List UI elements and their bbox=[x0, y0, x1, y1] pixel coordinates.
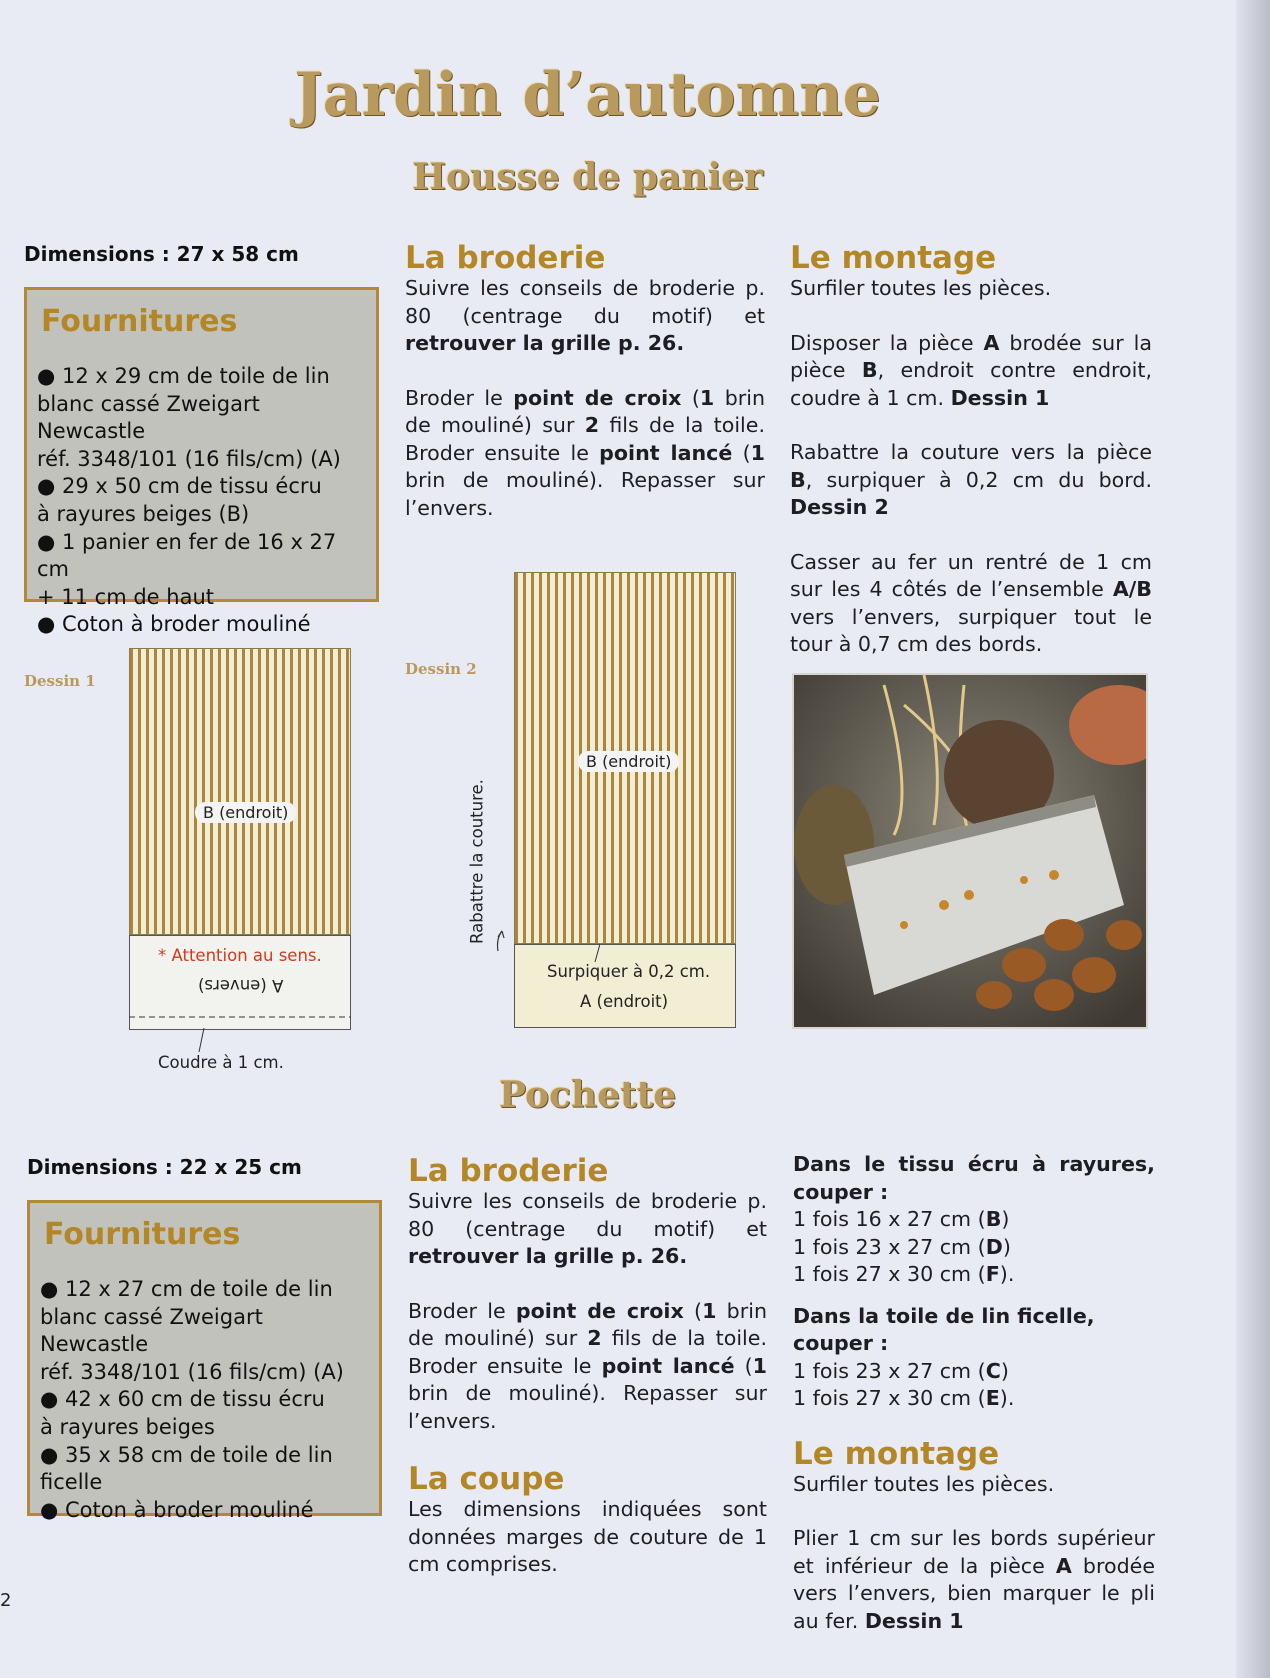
fourniture-line: ● 1 panier en fer de 16 x 27 cm bbox=[37, 529, 337, 582]
coupe-p1: Les dimensions indiquées sont données marges de couture de 1 cm comprises. bbox=[408, 1497, 767, 1576]
fourniture-line: blanc cassé Zweigart Newcastle bbox=[37, 391, 260, 444]
fourniture-line: ● 42 x 60 cm de tissu écru bbox=[40, 1387, 325, 1412]
decoupe-heading-1: Dans le tissu écru à rayures, couper : bbox=[793, 1152, 1155, 1204]
fourniture-line: blanc cassé Zweigart Newcastle bbox=[40, 1304, 263, 1357]
broderie-p2: Broder le point de croix (1 brin de mouliné) sur 2 fils de la toile. Broder ensuite le point lancé (1 brin de mouliné). Repasser sur l’envers. bbox=[405, 385, 766, 520]
fourniture-line: réf. 3348/101 (16 fils/cm) (A) bbox=[40, 1359, 344, 1384]
page-edge bbox=[1236, 0, 1270, 1678]
fourniture-line: ficelle bbox=[40, 1470, 103, 1495]
rabattre-text: Rabattre la couture. bbox=[467, 779, 487, 944]
fourniture-line: réf. 3348/101 (16 fils/cm) (A) bbox=[37, 446, 341, 471]
broderie-p1: Suivre les conseils de broderie p. 80 (centrage du motif) et retrouver la grille p. 26. bbox=[408, 1189, 767, 1268]
surpiquer-text: Surpiquer à 0,2 cm. bbox=[547, 962, 711, 981]
decoupe-item: 1 fois 27 x 30 cm (F). bbox=[793, 1262, 1015, 1286]
b-endroit-tag-2: B (endroit) bbox=[578, 751, 679, 772]
coudre-text: Coudre à 1 cm. bbox=[158, 1053, 284, 1072]
broderie-p2: Broder le point de croix (1 brin de mouliné) sur 2 fils de la toile. Broder ensuite le point lancé (1 brin de mouliné). Repasser sur l’envers. bbox=[408, 1298, 767, 1433]
fournitures-list bbox=[40, 1276, 369, 1524]
page-number: 2 bbox=[0, 1590, 12, 1611]
fourniture-line: ● Coton à broder mouliné bbox=[40, 1497, 314, 1522]
montage-column-housse bbox=[790, 241, 1152, 686]
broderie-column-housse bbox=[405, 241, 765, 549]
coupe-montage-column-pochette bbox=[793, 1151, 1155, 1662]
fournitures-list bbox=[37, 363, 366, 639]
fourniture-line: ● Coton à broder mouliné bbox=[37, 612, 311, 637]
fourniture-line: ● 35 x 58 cm de toile de lin bbox=[40, 1442, 333, 1467]
basket-photo bbox=[792, 673, 1148, 1029]
b-endroit-tag: B (endroit) bbox=[195, 802, 296, 823]
fournitures-box-pochette bbox=[27, 1200, 382, 1522]
fourniture-line: à rayures beiges bbox=[40, 1414, 215, 1439]
fourniture-line: + 11 cm de haut bbox=[37, 584, 214, 609]
fournitures-box-housse bbox=[24, 287, 379, 637]
montage-p1: Surfiler toutes les pièces. bbox=[793, 1471, 1055, 1496]
decoupe-item: 1 fois 23 x 27 cm (D) bbox=[793, 1234, 1011, 1259]
fourniture-line: ● 12 x 29 cm de toile de lin bbox=[37, 364, 330, 388]
decoupe-item: 1 fois 16 x 27 cm (B) bbox=[793, 1207, 1010, 1231]
decoupe-item: 1 fois 23 x 27 cm (C) bbox=[793, 1358, 1009, 1383]
fabric-b-striped bbox=[129, 648, 351, 935]
montage-heading: Le montage bbox=[793, 1435, 1000, 1472]
coupe-heading: La coupe bbox=[408, 1461, 565, 1497]
broderie-column-pochette bbox=[408, 1154, 767, 1606]
a-endroit-text: A (endroit) bbox=[580, 992, 669, 1011]
dimensions-housse: Dimensions : 27 x 58 cm bbox=[24, 242, 299, 266]
montage-heading: Le montage bbox=[790, 240, 997, 276]
fourniture-line: ● 29 x 50 cm de tissu écru bbox=[37, 474, 322, 499]
montage-p2: Disposer la pièce A brodée sur la pièce B, endroit contre endroit, coudre à 1 cm. Dessin 1 bbox=[790, 330, 1152, 410]
dessin-2-label: Dessin 2 bbox=[405, 660, 477, 678]
broderie-p1: Suivre les conseils de broderie p. 80 (centrage du motif) et retrouver la grille p. 26. bbox=[405, 276, 765, 355]
montage-p4: Casser au fer un rentré de 1 cm sur les 4 côtés de l’ensemble A/B vers l’envers, surpiquer tout le tour à 0,7 cm des bords. bbox=[790, 549, 1152, 656]
montage-p3: Rabattre la couture vers la pièce B, surpiquer à 0,2 cm du bord. Dessin 2 bbox=[790, 440, 1152, 519]
fournitures-title: Fournitures bbox=[44, 1217, 241, 1252]
fournitures-title: Fournitures bbox=[41, 304, 238, 339]
section-heading-housse: Housse de panier bbox=[412, 156, 763, 198]
dimensions-pochette: Dimensions : 22 x 25 cm bbox=[27, 1155, 302, 1179]
section-heading-pochette: Pochette bbox=[498, 1074, 677, 1116]
decoupe-item: 1 fois 27 x 30 cm (E). bbox=[793, 1386, 1015, 1410]
fourniture-line: ● 12 x 27 cm de toile de lin bbox=[40, 1277, 333, 1301]
fourniture-line: à rayures beiges (B) bbox=[37, 501, 250, 526]
broderie-heading: La broderie bbox=[405, 240, 606, 276]
arrow-indicators bbox=[490, 925, 600, 965]
page-title: Jardin d’automne bbox=[294, 60, 881, 130]
montage-p1: Surfiler toutes les pièces. bbox=[790, 276, 1052, 300]
dessin-1-label: Dessin 1 bbox=[24, 672, 96, 690]
decoupe-heading-2: Dans la toile de lin ficelle, couper : bbox=[793, 1303, 1095, 1355]
a-envers-text: A (envers) bbox=[198, 976, 284, 995]
attention-text: * Attention au sens. bbox=[158, 946, 322, 965]
montage-p2: Plier 1 cm sur les bords supérieur et inférieur de la pièce A brodée vers l’envers, bien marquer le pli au fer. Dessin 1 bbox=[793, 1526, 1155, 1633]
broderie-heading: La broderie bbox=[408, 1153, 609, 1189]
